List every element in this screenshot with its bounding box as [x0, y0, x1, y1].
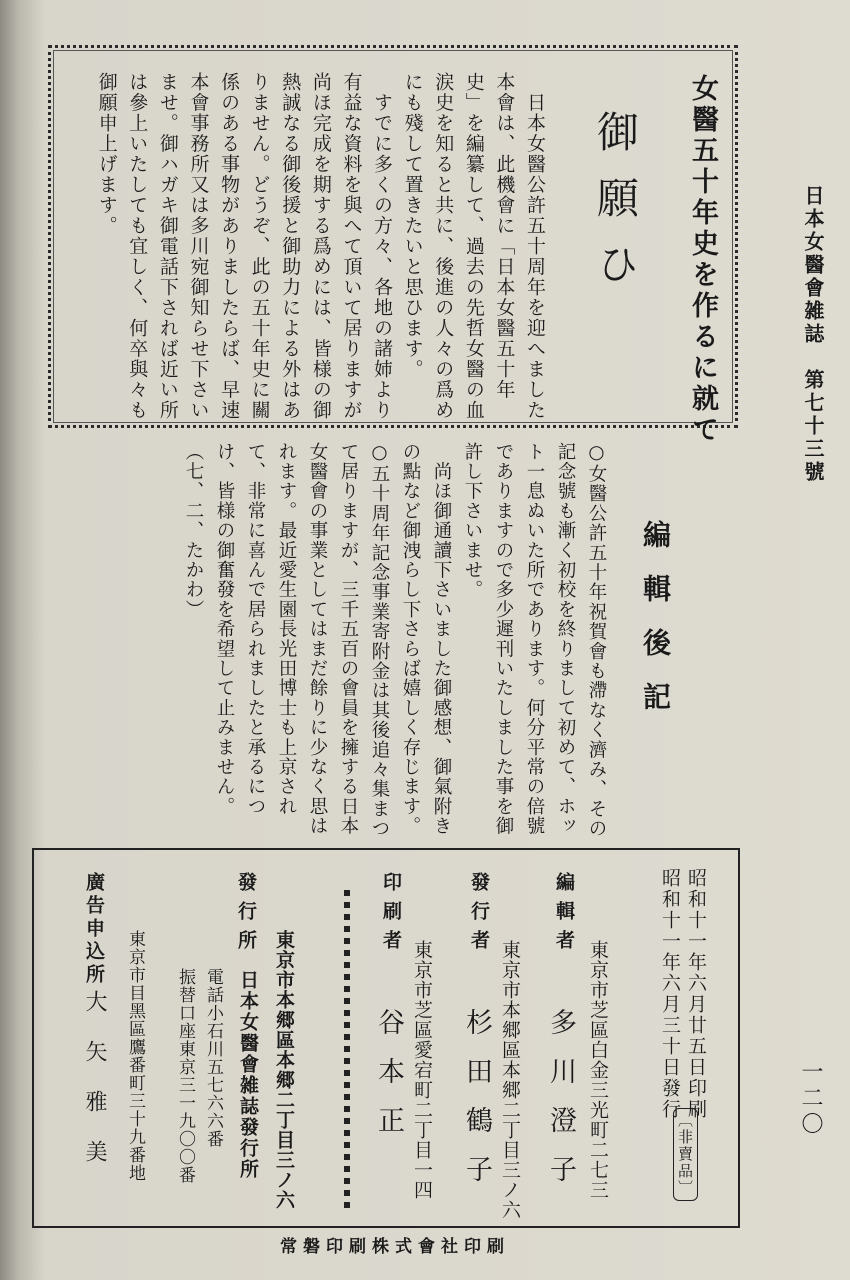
editor-address: 東京市芝區白金三光町二七三 [587, 940, 609, 1200]
not-for-sale-note: 〔非賣品〕 [673, 1108, 698, 1201]
publication-date: 昭和十一年六月三十日發行 [659, 868, 681, 1120]
page-number: 一二〇 [798, 1060, 823, 1138]
editorial-postscript-heading: 編輯後記 [639, 520, 672, 736]
printing-date: 昭和十一年六月廿五日印刷 [685, 868, 707, 1120]
issuer-name: 日本女醫會雑誌發行所 [237, 970, 259, 1180]
publisher-name: 杉田鶴子 [461, 1008, 492, 1204]
request-heading: 御願ひ [591, 110, 640, 308]
publisher-address: 東京市本郷區本郷二丁目三ノ六 [499, 940, 521, 1220]
wavy-divider [344, 890, 350, 1210]
issuer-transfer-account: 振替口座東京三一九〇〇番 [175, 968, 195, 1184]
printer-name: 谷本正 [373, 1008, 404, 1155]
advertising-address: 東京市目黑區鷹番町三十九番地 [125, 930, 145, 1182]
advertising-contact-name: 大矢雅美 [82, 990, 107, 1190]
printer-address: 東京市芝區愛宕町二丁目一四 [411, 940, 433, 1200]
request-title: 女醫五十年史を作るに就て [687, 74, 718, 446]
advertising-label: 廣告申込所 [83, 872, 105, 987]
editor-label: 編輯者 [553, 872, 575, 959]
issuer-address: 東京市本郷區本郷二丁目三ノ六 [273, 930, 295, 1210]
request-body-text: 日本女醫公許五十周年を迎へました本會は、此機會に「日本女醫五十年史」を編纂して、過去の先哲女醫の血涙史を知ると共に、後進の人々の爲めにも殘して置きたいと思ひます。 すでに多くの方々、各地の諸姉より有益な資料を與へて頂いて居りますが尚ほ完成を期する爲めには、皆様の御熱誠なる御後援と御助力による外はありません。どうぞ、此の五十年史に關係のある事物がありましたらば、早速本會事務所又は多川宛御知らせ下さいませ。御ハガキ御電話下されば近い所は參上いたしても宜しく、何卒與々も御願申上げます。 [95, 72, 546, 421]
editorial-postscript-body: ○女醫公許五十年祝賀會も滯なく濟み、その記念號も漸く初校を終りまして初めて、ホット一息ぬいた所であります。何分平常の倍號でありますので多少遲刊いたしました事を御許し下さいませ。 尚ほ御通讀下さいました御感想、御氣附きの點など御洩らし下さらば嬉しく存じます。 ○五十周年記念事業寄附金は其後追々集まつて居りますが、三千五百の會員を擁する日本女醫會の事業としてはまだ餘りに少なく思はれます。最近愛生園長光田博士も上京されて、非常に喜んで居られましたと承るにつけ、皆様の御奮發を希望して止みません。（七、二、たかわ） [183, 442, 607, 839]
publisher-label: 發行者 [468, 872, 490, 959]
colophon-box [32, 848, 740, 1228]
issuer-label: 發行所 [235, 872, 257, 959]
footer-printer-credit: 常磐印刷株式會社印刷 [280, 1237, 510, 1257]
editor-name: 多川澄子 [545, 1008, 576, 1204]
issuer-phone: 電話小石川五七六六番 [203, 968, 223, 1148]
printer-label: 印刷者 [380, 872, 402, 959]
journal-issue-header: 日本女醫會雑誌 第七十三號 [801, 185, 825, 484]
